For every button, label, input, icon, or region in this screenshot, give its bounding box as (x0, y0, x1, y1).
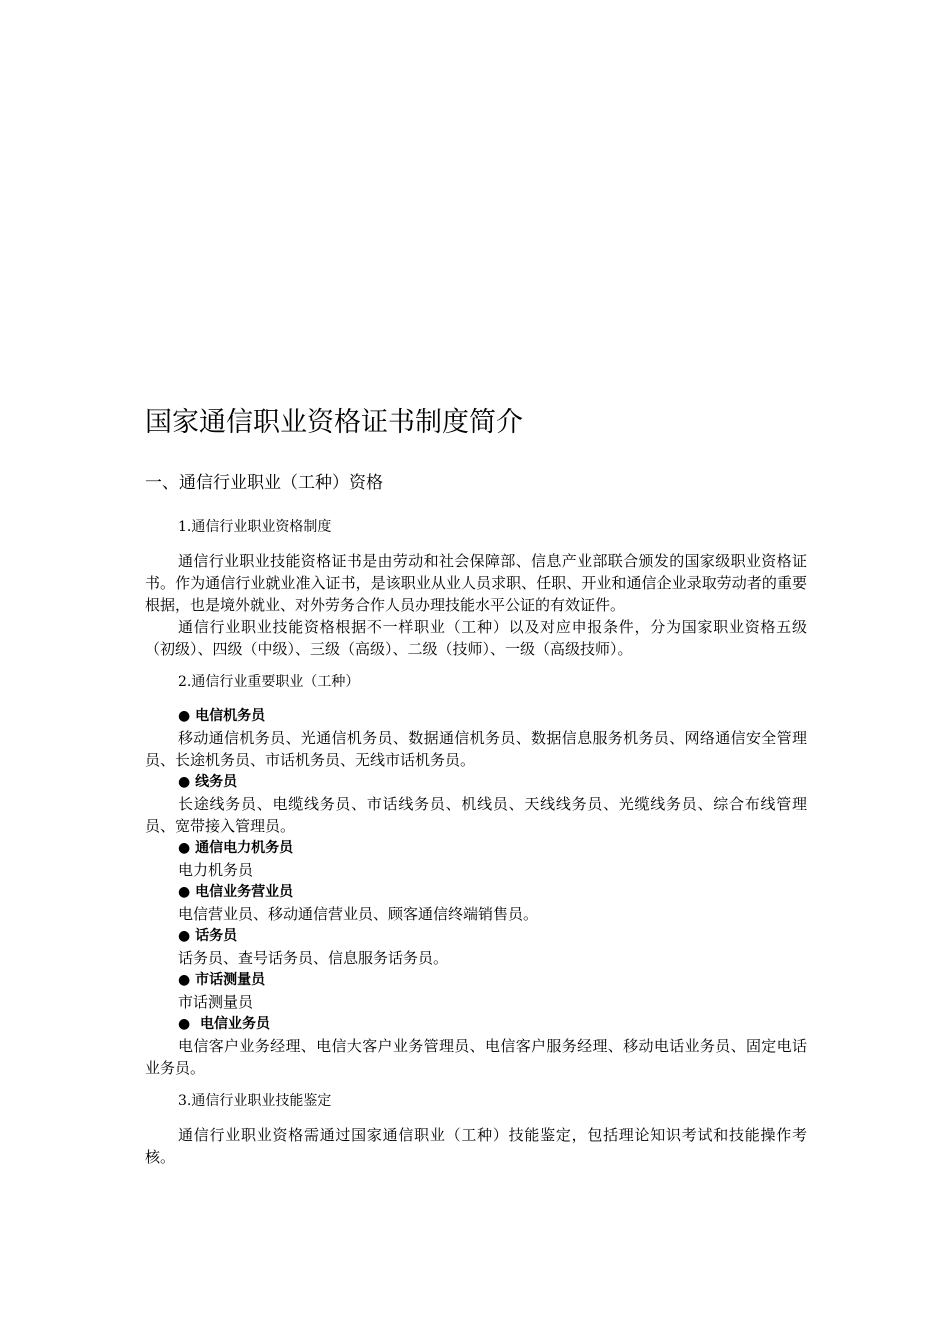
paragraph: 通信行业职业资格需通过国家通信职业（工种）技能鉴定，包括理论知识考试和技能操作考核。 (145, 1126, 807, 1166)
occupation-description: 市话测量员 (178, 993, 254, 1011)
paragraph: 通信行业职业技能资格根据不一样职业（工种）以及对应申报条件，分为国家职业资格五级（初级）、四级（中级）、三级（高级）、二级（技师）、一级（高级技师）。 (145, 618, 807, 658)
occupation-description: 电信客户业务经理、电信大客户业务管理员、电信客户服务经理、移动电话业务员、固定电话业务员。 (145, 1037, 807, 1077)
occupation-title: ● 话务员 (178, 928, 238, 944)
document-title: 国家通信职业资格证书制度简介 (145, 407, 523, 438)
occupation-title: ● 电信业务员 (178, 1016, 270, 1032)
occupation-description: 移动通信机务员、光通信机务员、数据通信机务员、数据信息服务机务员、网络通信安全管理员、长途机务员、市话机务员、无线市话机务员。 (145, 729, 807, 769)
occupation-description: 电信营业员、移动通信营业员、顾客通信终端销售员。 (178, 905, 539, 923)
section-heading: 一、通信行业职业（工种）资格 (145, 473, 383, 493)
occupation-description: 话务员、查号话务员、信息服务话务员。 (178, 949, 449, 967)
occupation-list (145, 705, 807, 1079)
occupation-title: ● 电信业务营业员 (178, 884, 294, 900)
document-body (145, 516, 807, 1168)
subsection-number: 1. (178, 519, 192, 535)
subsection-title: 通信行业职业技能鉴定 (191, 1093, 332, 1109)
subsection-number: 2. (178, 674, 192, 690)
occupation-description: 长途线务员、电缆线务员、市话线务员、机线员、天线线务员、光缆线务员、综合布线管理员、宽带接入管理员。 (145, 795, 807, 835)
occupation-title: ● 通信电力机务员 (178, 840, 294, 856)
subsection-number: 3. (178, 1093, 192, 1109)
occupation-title: ● 市话测量员 (178, 972, 266, 988)
subsection-title: 通信行业职业资格制度 (191, 519, 332, 535)
paragraph: 通信行业职业技能资格证书是由劳动和社会保障部、信息产业部联合颁发的国家级职业资格证书。作为通信行业就业准入证书，是该职业从业人员求职、任职、开业和通信企业录取劳动者的重要根据，也是境外就业、对外劳务合作人员办理技能水平公证的有效证件。 (145, 552, 807, 614)
subsection-heading-1 (145, 516, 807, 538)
subsection-heading-3 (145, 1090, 807, 1112)
occupation-title: ● 电信机务员 (178, 708, 266, 724)
subsection-heading-2 (145, 671, 807, 693)
subsection-title: 通信行业重要职业（工种） (191, 674, 360, 690)
occupation-title: ● 线务员 (178, 774, 238, 790)
occupation-description: 电力机务员 (178, 861, 254, 879)
